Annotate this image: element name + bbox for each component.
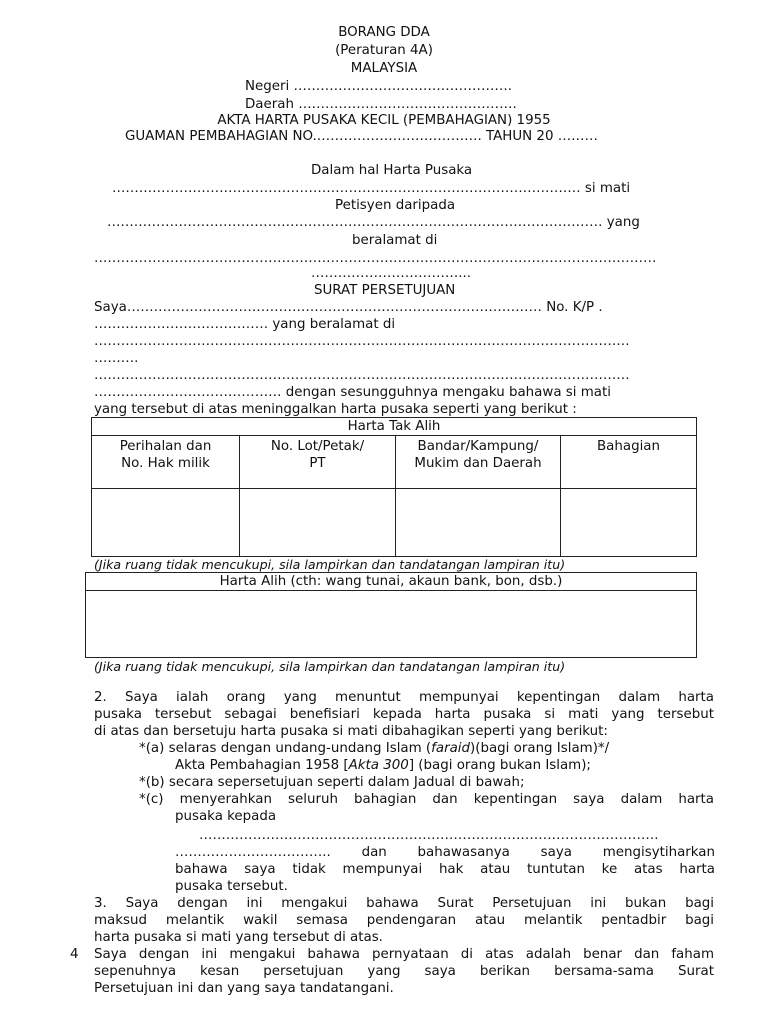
- surat-persetujuan-title: SURAT PERSETUJUAN: [314, 283, 456, 298]
- daerah-field[interactable]: Daerah ………………………………………….: [245, 97, 517, 112]
- option-a-line1: *(a) selaras dengan undang-undang Islam (faraid)(bagi orang Islam)*/: [139, 741, 610, 756]
- para3-line2: maksud melantik wakil semasa pendengaran atau melantik pentadbir bagi: [94, 913, 714, 928]
- declaration-line-1: …………………………………… dengan sesungguhnya mengaku bahawa si mati: [94, 385, 611, 400]
- para4-line1: Saya dengan ini mengakui bahawa pernyataan di atas adalah benar dan faham: [94, 947, 714, 962]
- para3-line3: harta pusaka si mati yang tersebut di atas.: [94, 930, 383, 945]
- option-a-line2: Akta Pembahagian 1958 [Akta 300] (bagi orang bukan Islam);: [175, 758, 591, 773]
- country-label: MALAYSIA: [350, 61, 418, 76]
- para4-number: 4: [70, 947, 79, 962]
- col-header-no-lot: No. Lot/Petak/ PT: [240, 436, 396, 489]
- para4-line2: sepenuhnya kesan persetujuan yang saya berikan bersama-sama Surat: [94, 964, 714, 979]
- movable-table-title: Harta Alih (cth: wang tunai, akaun bank, bon, dsb.): [86, 573, 697, 591]
- address-field-1[interactable]: ………………………………………………………………………………………………………………: [94, 251, 657, 266]
- cell-perihalan-input[interactable]: [92, 489, 240, 557]
- immovable-table-note: (Jika ruang tidak mencukupi, sila lampirkan dan tandatangan lampiran itu): [94, 557, 566, 572]
- applicant-address-1[interactable]: …………………………………………………………………………………………………………: [94, 334, 630, 349]
- col-header-perihalan: Perihalan dan No. Hak milik: [92, 436, 240, 489]
- address-field-2[interactable]: ……………………………...: [311, 266, 472, 281]
- applicant-address-3[interactable]: …………………………………………………………………………………………………………: [94, 368, 630, 383]
- option-c-line2: pusaka kepada: [175, 809, 277, 824]
- col-header-bandar: Bandar/Kampung/ Mukim dan Daerah: [396, 436, 561, 489]
- option-c-recipient-field[interactable]: ………………………………………………………………………………………….: [199, 828, 659, 843]
- para3-line1: 3. Saya dengan ini mengakui bahawa Surat Persetujuan ini bukan bagi: [94, 896, 714, 911]
- negeri-field[interactable]: Negeri ………………………………………….: [245, 79, 512, 94]
- petisyen-name-field[interactable]: ………………………………………………………………………………………………… yang: [107, 215, 640, 230]
- petisyen-label: Petisyen daripada: [335, 198, 456, 213]
- cell-no-lot-input[interactable]: [240, 489, 396, 557]
- guaman-field[interactable]: GUAMAN PEMBAHAGIAN NO.………………………………. TAHUN 20 ………: [125, 129, 598, 144]
- para2-line1: 2. Saya ialah orang yang menuntut mempunyai kepentingan dalam harta: [94, 690, 714, 705]
- movable-property-table: [85, 572, 697, 658]
- dalam-hal-label: Dalam hal Harta Pusaka: [311, 163, 473, 178]
- regulation-ref: (Peraturan 4A): [335, 43, 433, 58]
- cell-bandar-input[interactable]: [396, 489, 561, 557]
- movable-table-note: (Jika ruang tidak mencukupi, sila lampirkan dan tandatangan lampiran itu): [94, 659, 566, 674]
- beralamat-label: beralamat di: [352, 233, 438, 248]
- cell-bahagian-input[interactable]: [561, 489, 697, 557]
- act-title: AKTA HARTA PUSAKA KECIL (PEMBAHAGIAN) 1955: [217, 113, 551, 128]
- movable-property-input[interactable]: [86, 591, 697, 658]
- si-mati-field[interactable]: …………………………………………………………………………………………… si mati: [112, 181, 631, 196]
- col-header-bahagian: Bahagian: [561, 436, 697, 489]
- option-c-line4: …………………………….. dan bahawasanya saya mengisytiharkan: [175, 845, 715, 860]
- option-c-line1: *(c) menyerahkan seluruh bahagian dan kepentingan saya dalam harta: [139, 792, 714, 807]
- para2-line3: di atas dan bersetuju harta pusaka si mati dibahagikan seperti yang berikut:: [94, 724, 608, 739]
- option-c-line5: bahawa saya tidak mempunyai hak atau tuntutan ke atas harta: [175, 862, 715, 877]
- para2-line2: pusaka tersebut sebagai benefisiari kepada harta pusaka si mati yang tersebut: [94, 707, 714, 722]
- saya-name-field[interactable]: Saya………………………………………………………………………………… No. K/P .: [94, 300, 603, 315]
- para4-line3: Persetujuan ini dan yang saya tandatangani.: [94, 981, 394, 996]
- immovable-table-title: Harta Tak Alih: [92, 418, 697, 436]
- immovable-property-table: [91, 417, 697, 557]
- option-b: *(b) secara sepersetujuan seperti dalam Jadual di bawah;: [139, 775, 525, 790]
- declaration-line-2: yang tersebut di atas meninggalkan harta pusaka seperti yang berikut :: [94, 402, 577, 417]
- form-title: BORANG DDA: [338, 25, 430, 40]
- applicant-address-2[interactable]: ……….: [94, 351, 139, 366]
- kp-field[interactable]: ………………………………… yang beralamat di: [94, 317, 396, 332]
- option-c-line6: pusaka tersebut.: [175, 879, 288, 894]
